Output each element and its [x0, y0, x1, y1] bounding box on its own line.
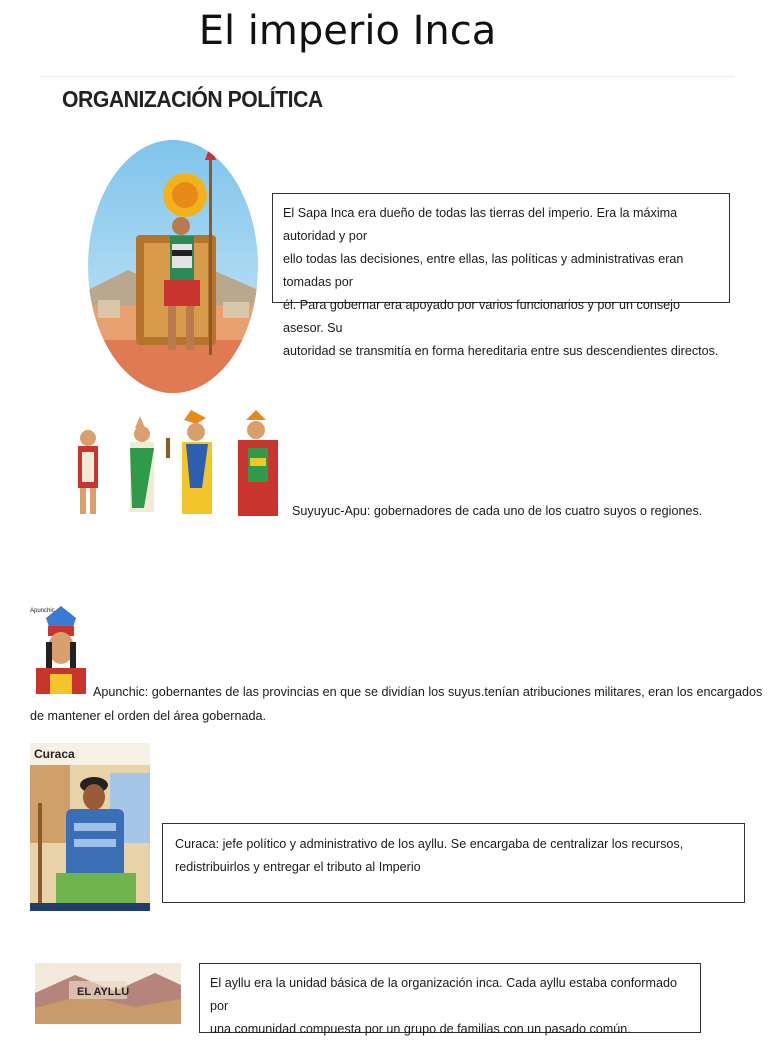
ayllu-illustration	[35, 963, 181, 1024]
text-line: él. Para gobernar era apoyado por varios funcionarios y por un consejo asesor. Su	[283, 298, 680, 335]
text-line: Curaca: jefe político y administrativo de los ayllu. Se encargaba de centralizar los recursos,	[175, 837, 684, 851]
text-line: redistribuirlos y entregar el tributo al Imperio	[175, 860, 421, 874]
text-line: una comunidad compuesta por un grupo de familias con un pasado común.	[210, 1022, 631, 1036]
divider	[40, 76, 734, 77]
apunchic-description-line1: Apunchic: gobernantes de las provincias en que se dividían los suyus.tenían atribuciones militares, eran los encargados	[93, 685, 763, 699]
section-heading: ORGANIZACIÓN POLÍTICA	[62, 86, 323, 112]
page-title: El imperio Inca	[198, 8, 497, 54]
curaca-illustration	[30, 743, 150, 911]
apunchic-illustration	[28, 604, 94, 694]
text-line: ello todas las decisiones, entre ellas, las políticas y administrativas eran tomadas por	[283, 252, 684, 289]
suyuyuc-apu-illustration	[66, 408, 288, 518]
text-line: autoridad se transmitía en forma hereditaria entre sus descendientes directos.	[283, 344, 719, 358]
text-line: El ayllu era la unidad básica de la organización inca. Cada ayllu estaba conformado por	[210, 976, 677, 1013]
ayllu-image-label: EL AYLLU	[77, 986, 130, 998]
curaca-description	[162, 823, 745, 903]
sapa-inca-description	[272, 193, 730, 358]
apunchic-description-line2: de mantener el orden del área gobernada.	[30, 709, 266, 723]
curaca-image-label: Curaca	[34, 747, 75, 761]
ayllu-description	[199, 963, 701, 1036]
apunchic-image-label: Apunchic	[30, 608, 55, 614]
text-line: El Sapa Inca era dueño de todas las tierras del imperio. Era la máxima autoridad y por	[283, 206, 678, 243]
suyuyuc-apu-description: Suyuyuc-Apu: gobernadores de cada uno de los cuatro suyos o regiones.	[292, 504, 703, 518]
sapa-inca-illustration	[88, 140, 258, 393]
